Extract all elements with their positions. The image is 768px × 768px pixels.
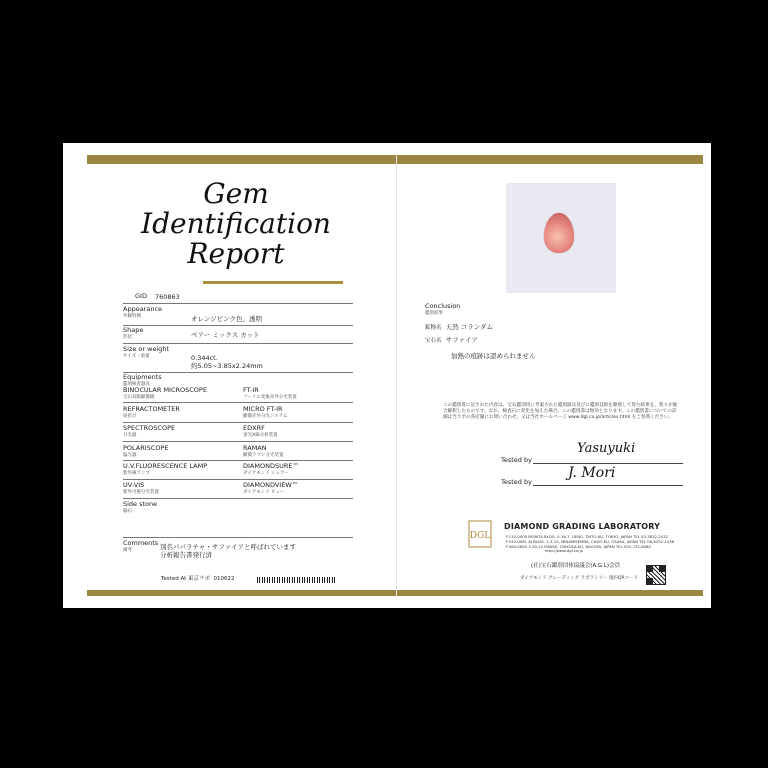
gem-photo (506, 183, 616, 293)
title-line-2: Identification (141, 207, 331, 240)
association-membership: (社)宝石鑑別団体協議会(A.G.L)会員 (531, 563, 621, 569)
tested-by-label: Tested by (501, 478, 532, 486)
species-row: 鉱物名 天然 コランダム (425, 323, 493, 331)
equipment-item: U.V.FLUORESCENCE LAMP 紫外線ランプ (123, 462, 208, 476)
lab-address: 〒110-0005 MORITA BLDG. 5-16-7, UENO, TAITO-KU, TOKYO, JAPAN TEL 03-3832-2432 〒542-0081 AJ BLDG. 2-3-15, MINAMISEMBA, CHUO-KU, OSAKA, JAPAN TEL 06-6252-1436 〒464-0850 3-30-12 IMAIKE, CHIKUSA-KU, NAGOYA, JAPAN TEL 052-732-8580 http://www.dgl.co.jp (505, 534, 675, 554)
divider (123, 402, 353, 403)
gid-value: 760863 (155, 293, 180, 301)
equipment-item: MICRO FT-IR 顕微赤外分光システム (243, 405, 288, 419)
certificate-card (63, 143, 711, 608)
gid-label: GID (135, 292, 147, 300)
disclaimer-text: この鑑別書に記された内容は、宝石鑑別用に考案された鑑別器具及びに鑑別技術を駆使して得た結果を、我々が総合解釈したものです。なお、検査石に変化を加えた場合、この鑑別書は無効となります。この鑑別書についての詳細は当ラボの各店舗にお問い合わせ、又は当社ホームページ www.dgl.co.jp/articles.html をご参照ください。 (443, 403, 678, 420)
equipment-item: DIAMONDVIEW™ ダイアモンド ビュー (243, 481, 299, 495)
gemstone-image (544, 213, 574, 253)
divider (123, 479, 353, 480)
signature-line (533, 463, 683, 464)
divider (123, 303, 353, 304)
shape-label: Shape 形状 (123, 326, 144, 340)
size-value: 0.344ct. 約5.05~3.85x2.24mm (191, 354, 263, 370)
equipment-item: RAMAN 顕微ラマン分光装置 (243, 444, 284, 458)
divider (123, 441, 353, 442)
signature-1: Yasuyuki (577, 441, 636, 456)
fold-line (396, 155, 397, 596)
divider (123, 422, 353, 423)
conclusion-label: Conclusion 鑑別結果 (425, 302, 461, 316)
divider (123, 498, 353, 499)
equipments-label: Equipments 鑑別検査器具 (123, 373, 162, 387)
tested-by-label: Tested by (501, 456, 532, 464)
comments-label: Comments 備考 (123, 539, 159, 553)
equipment-item: SPECTROSCOPE 分光器 (123, 424, 176, 438)
signature-2: J. Mori (568, 465, 616, 481)
comments-value: 別名パパラチャ・サファイアと呼ばれています 分析報告書発行済 (160, 543, 296, 559)
divider (123, 343, 353, 344)
qr-code-icon (646, 565, 666, 585)
equipment-item: REFRACTOMETER 屈折計 (123, 405, 180, 419)
bottom-gold-band (87, 590, 703, 596)
title-line-1: Gem (203, 177, 269, 210)
divider (123, 460, 353, 461)
side-stone-label: Side stone 脇石 (123, 500, 158, 514)
appearance-label: Appearance 外観特徴 (123, 305, 163, 319)
title-line-3: Report (187, 237, 285, 270)
divider (123, 325, 353, 326)
tested-at: Tested At 東京ラボ 010622 (161, 576, 235, 582)
equipment-item: BINOCULAR MICROSCOPE 宝石双眼顕微鏡 (123, 386, 207, 400)
svg-text:DGL: DGL (469, 531, 491, 541)
title-underline (203, 281, 343, 284)
dgl-logo-icon (468, 520, 492, 548)
lab-name: DIAMOND GRADING LABORATORY (504, 522, 661, 531)
signature-line (533, 485, 683, 486)
equipment-item: EDXRF 蛍光X線分析装置 (243, 424, 278, 438)
appearance-value: オレンジピンク色、透明 (191, 315, 263, 323)
equipment-item: FT-IR フーリエ変換赤外分光装置 (243, 386, 297, 400)
qr-label: ダイアモンド グレーディング ラボラトリー 規約QRコード (520, 576, 639, 581)
equipment-item: UV-VIS 紫外可視分光装置 (123, 481, 159, 495)
shape-value: ペアー ミックス カット (191, 331, 260, 339)
top-gold-band (87, 155, 703, 164)
barcode (257, 577, 335, 583)
size-label: Size or weight サイズ・重量 (123, 345, 170, 359)
gem-name-row: 宝石名 サファイア (425, 336, 478, 344)
divider (123, 537, 353, 538)
equipment-item: POLARISCOPE 偏光器 (123, 444, 169, 458)
equipment-item: DIAMONDSURE™ ダイアモンド シュアー (243, 462, 299, 476)
treatment-note: 加熱の痕跡は認められません (451, 352, 536, 360)
